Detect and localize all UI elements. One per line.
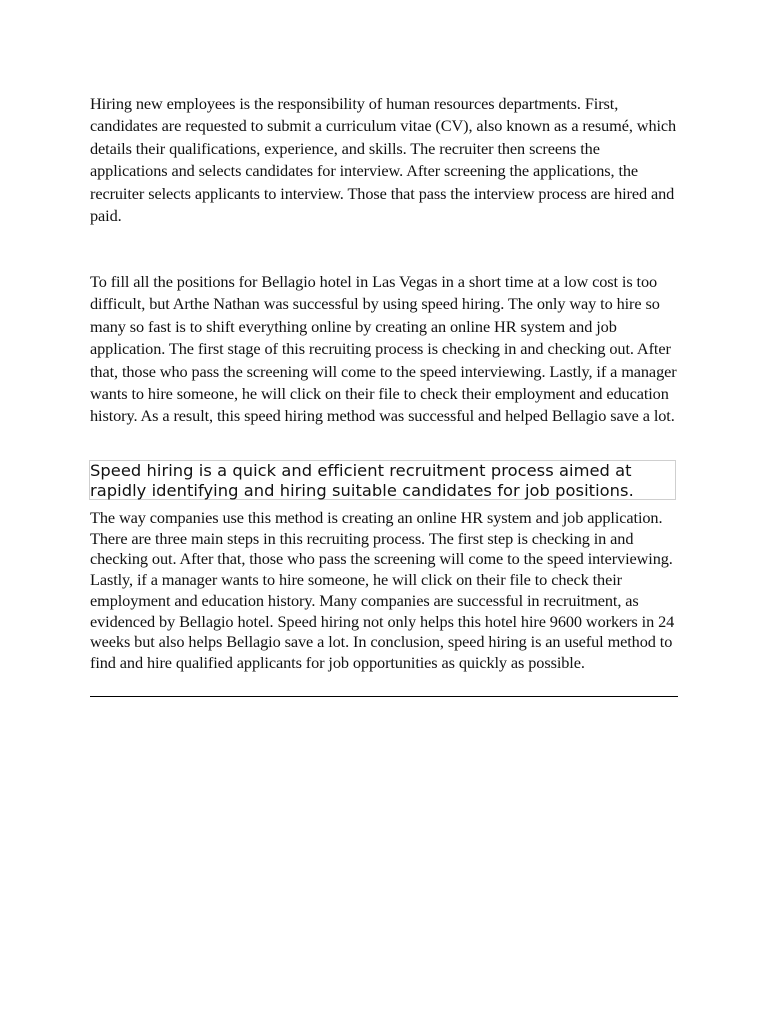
paragraph-intro: Hiring new employees is the responsibility of human resources departments. First, candidates are requested to submit a curriculum vitae (CV), also known as a resumé, which details their qualifications, experience, and skills. The recruiter then screens the applications and selects candidates for interview. After screening the applications, the recruiter selects applicants to interview. Those that pass the interview process are hired and paid. xyxy=(90,94,677,226)
bottom-divider xyxy=(90,696,678,697)
paragraph-conclusion: The way companies use this method is creating an online HR system and job application. There are three main steps in this recruiting process. The first step is checking in and checking out. After that, those who pass the screening will come to the speed interviewing. Lastly, if a manager wants to hire someone, he will click on their file to check their employment and education history. Many companies are successful in recruitment, as evidenced by Bellagio hotel. Speed hiring not only helps this hotel hire 9600 workers in 24 weeks but also helps Bellagio save a lot. In conclusion, speed hiring is an useful method to find and hire qualified applicants for job opportunities as quickly as possible. xyxy=(90,508,675,672)
paragraph-bellagio-case: To fill all the positions for Bellagio hotel in Las Vegas in a short time at a low cost is too difficult, but Arthe Nathan was successful by using speed hiring. The only way to hire so many so fast is to shift everything online by creating an online HR system and job application. The first stage of this recruiting process is checking in and checking out. After that, those who pass the screening will come to the speed interviewing. Lastly, if a manager wants to hire someone, he will click on their file to check their employment and education history. As a result, this speed hiring method was successful and helped Bellagio save a lot. xyxy=(90,272,677,426)
highlight-sentence[interactable]: Speed hiring is a quick and efficient recruitment process aimed at rapidly identifying and hiring suitable candidates for job positions. xyxy=(90,461,634,500)
